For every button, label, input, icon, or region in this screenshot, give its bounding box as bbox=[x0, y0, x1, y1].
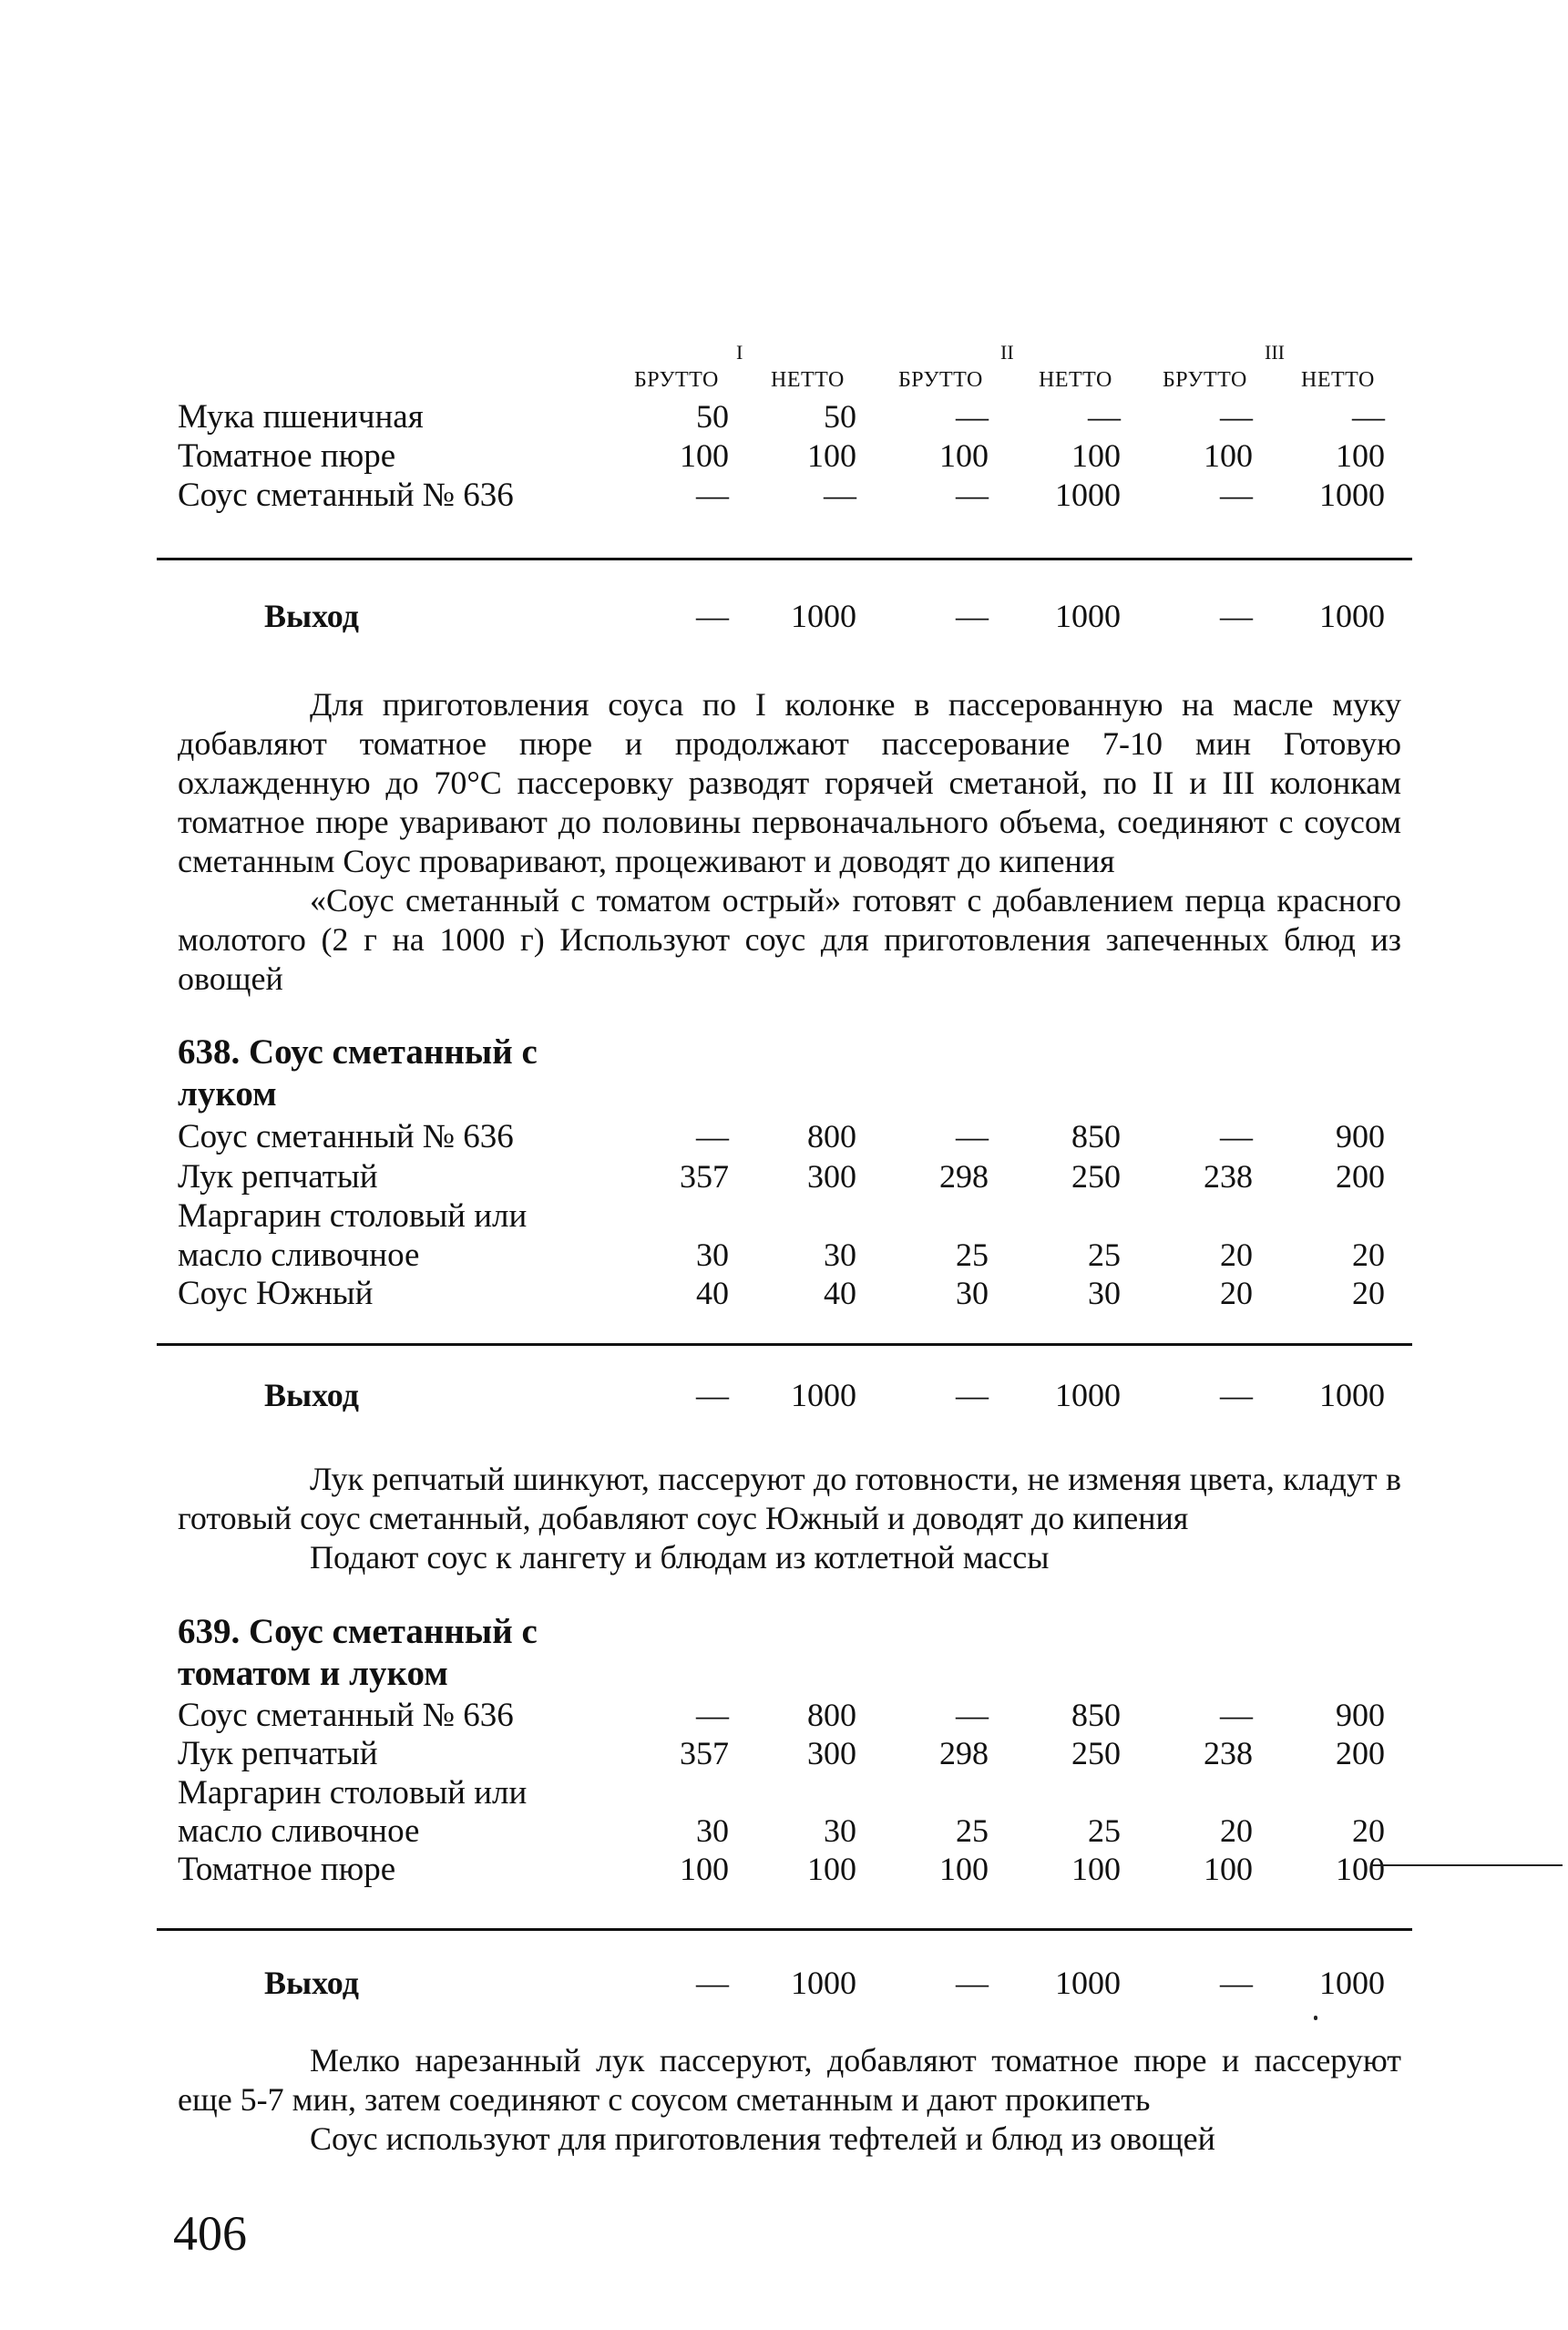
cell-net-ii: 850 bbox=[1071, 1697, 1121, 1733]
cell-net-iii: 900 bbox=[1336, 1118, 1385, 1155]
cell-gross-ii: — bbox=[956, 1697, 989, 1733]
ingredient-name: Томатное пюре bbox=[178, 1851, 396, 1888]
recipe-638-title bbox=[178, 1032, 651, 1115]
cell-gross-i: — bbox=[696, 1697, 729, 1733]
cell-net-iii: 100 bbox=[1336, 1851, 1385, 1887]
table-divider bbox=[157, 1343, 1412, 1346]
cell-gross-i: 30 bbox=[696, 1812, 729, 1849]
cell-net-i: 30 bbox=[824, 1812, 856, 1849]
table-row bbox=[0, 1157, 1568, 1197]
cell-gross-iii: 100 bbox=[1204, 437, 1253, 474]
cell-net-ii: 250 bbox=[1071, 1735, 1121, 1771]
cell-net-ii: 25 bbox=[1088, 1237, 1121, 1273]
paragraph: Мелко нарезанный лук пассеруют, добавляют томатное пюре и пассеруют еще 5-7 мин, затем соединяют с соусом сметанным и дают прокипеть bbox=[178, 2042, 1401, 2118]
cell-gross-i: 30 bbox=[696, 1237, 729, 1273]
cell-gross-ii: 25 bbox=[956, 1237, 989, 1273]
cell-gross-iii: 238 bbox=[1204, 1735, 1253, 1771]
table-row bbox=[0, 1117, 1568, 1157]
cell-gross-ii: 100 bbox=[939, 437, 989, 474]
yield-net-i: 1000 bbox=[791, 1377, 856, 1413]
table-row bbox=[0, 476, 1568, 516]
cell-gross-iii: 20 bbox=[1220, 1812, 1253, 1849]
cell-net-iii: 100 bbox=[1336, 437, 1385, 474]
table-row bbox=[0, 1773, 1568, 1813]
ingredient-name: Лук репчатый bbox=[178, 1735, 378, 1772]
title-line: луком bbox=[178, 1074, 277, 1114]
ingredient-name: масло сливочное bbox=[178, 1237, 420, 1274]
cell-gross-i: — bbox=[696, 1118, 729, 1155]
cell-gross-i: 40 bbox=[696, 1275, 729, 1311]
recipe-638-description bbox=[178, 1460, 1401, 1577]
table-row bbox=[0, 1236, 1568, 1276]
cell-gross-i: 50 bbox=[696, 398, 729, 435]
yield-gross-i: — bbox=[696, 1377, 729, 1413]
cell-gross-ii: — bbox=[956, 1118, 989, 1155]
cell-net-i: 50 bbox=[824, 398, 856, 435]
cell-gross-iii: 20 bbox=[1220, 1275, 1253, 1311]
yield-net-ii: 1000 bbox=[1055, 1965, 1121, 2001]
yield-gross-iii: — bbox=[1220, 1965, 1253, 2001]
yield-gross-i: — bbox=[696, 1965, 729, 2001]
cell-gross-iii: 100 bbox=[1204, 1851, 1253, 1887]
paragraph: Соус используют для приготовления тефтелей и блюд из овощей bbox=[310, 2120, 1215, 2157]
yield-label: Выход bbox=[264, 598, 359, 634]
yield-net-iii: 1000 bbox=[1319, 598, 1385, 634]
yield-net-iii: 1000 bbox=[1319, 1377, 1385, 1413]
header-net-iii: НЕТТО bbox=[1301, 368, 1375, 392]
stray-scan-line bbox=[1371, 1864, 1563, 1866]
cell-net-iii: 1000 bbox=[1319, 477, 1385, 513]
ingredient-name: Соус сметанный № 636 bbox=[178, 1697, 514, 1734]
table-row bbox=[0, 1196, 1568, 1237]
cell-gross-ii: — bbox=[956, 398, 989, 435]
paragraph: Подают соус к лангету и блюдам из котлетной массы bbox=[310, 1539, 1050, 1576]
ingredient-name: Соус Южный bbox=[178, 1275, 374, 1312]
yield-gross-ii: — bbox=[956, 598, 989, 634]
cell-gross-iii: 20 bbox=[1220, 1237, 1253, 1273]
cell-net-iii: 20 bbox=[1352, 1275, 1385, 1311]
cell-net-iii: 900 bbox=[1336, 1697, 1385, 1733]
yield-net-ii: 1000 bbox=[1055, 1377, 1121, 1413]
cell-net-i: — bbox=[824, 477, 856, 513]
cell-net-ii: 30 bbox=[1088, 1275, 1121, 1311]
table-row bbox=[0, 1812, 1568, 1852]
cell-net-i: 300 bbox=[807, 1158, 856, 1195]
cell-gross-ii: — bbox=[956, 477, 989, 513]
cell-net-i: 800 bbox=[807, 1697, 856, 1733]
recipe-639-description bbox=[178, 2041, 1401, 2159]
cell-gross-iii: — bbox=[1220, 1118, 1253, 1155]
recipe-639-title bbox=[178, 1611, 651, 1695]
cell-net-ii: 1000 bbox=[1055, 477, 1121, 513]
paragraph: Лук репчатый шинкуют, пассеруют до готовности, не изменяя цвета, кладут в готовый соус сметанный, добавляют соус Южный и доводят до кипения bbox=[178, 1461, 1401, 1536]
header-gross-i: БРУТТО bbox=[634, 368, 719, 392]
page-number: 406 bbox=[173, 2206, 247, 2261]
yield-net-ii: 1000 bbox=[1055, 598, 1121, 634]
cell-net-i: 30 bbox=[824, 1237, 856, 1273]
cell-net-i: 100 bbox=[807, 1851, 856, 1887]
cell-net-ii: 25 bbox=[1088, 1812, 1121, 1849]
header-net-ii: НЕТТО bbox=[1039, 368, 1112, 392]
cell-gross-iii: — bbox=[1220, 477, 1253, 513]
cell-net-iii: 200 bbox=[1336, 1158, 1385, 1195]
cell-gross-i: 357 bbox=[680, 1735, 729, 1771]
cell-net-ii: 850 bbox=[1071, 1118, 1121, 1155]
header-gross-iii: БРУТТО bbox=[1163, 368, 1247, 392]
stray-scan-dot bbox=[1314, 2016, 1317, 2020]
cell-gross-ii: 30 bbox=[956, 1275, 989, 1311]
cell-net-i: 300 bbox=[807, 1735, 856, 1771]
yield-net-iii: 1000 bbox=[1319, 1965, 1385, 2001]
cell-gross-i: — bbox=[696, 477, 729, 513]
title-line: томатом и луком bbox=[178, 1654, 448, 1693]
cell-net-i: 40 bbox=[824, 1275, 856, 1311]
cell-gross-ii: 100 bbox=[939, 1851, 989, 1887]
yield-gross-ii: — bbox=[956, 1965, 989, 2001]
ingredient-name: масло сливочное bbox=[178, 1812, 420, 1850]
table-row bbox=[0, 1734, 1568, 1774]
cell-net-iii: 200 bbox=[1336, 1735, 1385, 1771]
ingredient-name: Мука пшеничная bbox=[178, 398, 424, 436]
cell-gross-ii: 25 bbox=[956, 1812, 989, 1849]
cell-gross-ii: 298 bbox=[939, 1158, 989, 1195]
cell-net-ii: 100 bbox=[1071, 437, 1121, 474]
ingredient-name: Лук репчатый bbox=[178, 1158, 378, 1196]
cell-gross-iii: — bbox=[1220, 398, 1253, 435]
yield-net-i: 1000 bbox=[791, 598, 856, 634]
table-row bbox=[0, 1274, 1568, 1314]
cell-net-i: 100 bbox=[807, 437, 856, 474]
paragraph: «Соус сметанный с томатом острый» готовят с добавлением перца красного молотого (2 г на 1000 г) Используют соус для приготовления запеченных блюд из овощей bbox=[178, 882, 1401, 997]
title-line: 638. Соус сметанный с bbox=[178, 1032, 538, 1072]
table-row bbox=[0, 436, 1568, 477]
table-row bbox=[0, 1850, 1568, 1890]
yield-gross-i: — bbox=[696, 598, 729, 634]
yield-label: Выход bbox=[264, 1965, 359, 2001]
ingredient-name: Соус сметанный № 636 bbox=[178, 477, 514, 514]
header-gross-ii: БРУТТО bbox=[898, 368, 983, 392]
cell-gross-ii: 298 bbox=[939, 1735, 989, 1771]
cell-net-iii: 20 bbox=[1352, 1812, 1385, 1849]
header-net-i: НЕТТО bbox=[771, 368, 845, 392]
cell-gross-iii: 238 bbox=[1204, 1158, 1253, 1195]
cell-gross-i: 357 bbox=[680, 1158, 729, 1195]
yield-net-i: 1000 bbox=[791, 1965, 856, 2001]
cell-net-ii: — bbox=[1088, 398, 1121, 435]
ingredient-name: Маргарин столовый или bbox=[178, 1197, 528, 1235]
cell-net-ii: 100 bbox=[1071, 1851, 1121, 1887]
ingredient-name: Соус сметанный № 636 bbox=[178, 1118, 514, 1155]
yield-row bbox=[0, 597, 1568, 637]
yield-label: Выход bbox=[264, 1377, 359, 1413]
column-group-i: I bbox=[736, 341, 743, 364]
ingredient-name: Маргарин столовый или bbox=[178, 1774, 528, 1812]
cell-net-iii: — bbox=[1352, 398, 1385, 435]
table-divider bbox=[157, 558, 1412, 560]
yield-gross-ii: — bbox=[956, 1377, 989, 1413]
title-line: 639. Соус сметанный с bbox=[178, 1612, 538, 1651]
table-divider bbox=[157, 1928, 1412, 1931]
cell-gross-i: 100 bbox=[680, 437, 729, 474]
table-row bbox=[0, 1696, 1568, 1736]
ingredient-name: Томатное пюре bbox=[178, 437, 396, 475]
cell-net-ii: 250 bbox=[1071, 1158, 1121, 1195]
yield-gross-iii: — bbox=[1220, 598, 1253, 634]
cell-net-iii: 20 bbox=[1352, 1237, 1385, 1273]
paragraph: Для приготовления соуса по I колонке в пассерованную на масле муку добавляют томатное пюре и продолжают пассерование 7-10 мин Готовую охлажденную до 70°С пассеровку разводят горячей сметаной, по II и III колонкам томатное пюре уваривают до половины первоначального объема, соединяют с соусом сметанным Соус проваривают, процеживают и доводят до кипения bbox=[178, 686, 1401, 879]
recipe-637-description bbox=[178, 685, 1401, 999]
cell-gross-iii: — bbox=[1220, 1697, 1253, 1733]
yield-row bbox=[0, 1376, 1568, 1416]
yield-gross-iii: — bbox=[1220, 1377, 1253, 1413]
yield-row bbox=[0, 1964, 1568, 2004]
column-group-iii: III bbox=[1265, 341, 1285, 364]
cell-gross-i: 100 bbox=[680, 1851, 729, 1887]
cell-net-i: 800 bbox=[807, 1118, 856, 1155]
column-group-ii: II bbox=[1000, 341, 1014, 364]
table-row bbox=[0, 397, 1568, 437]
